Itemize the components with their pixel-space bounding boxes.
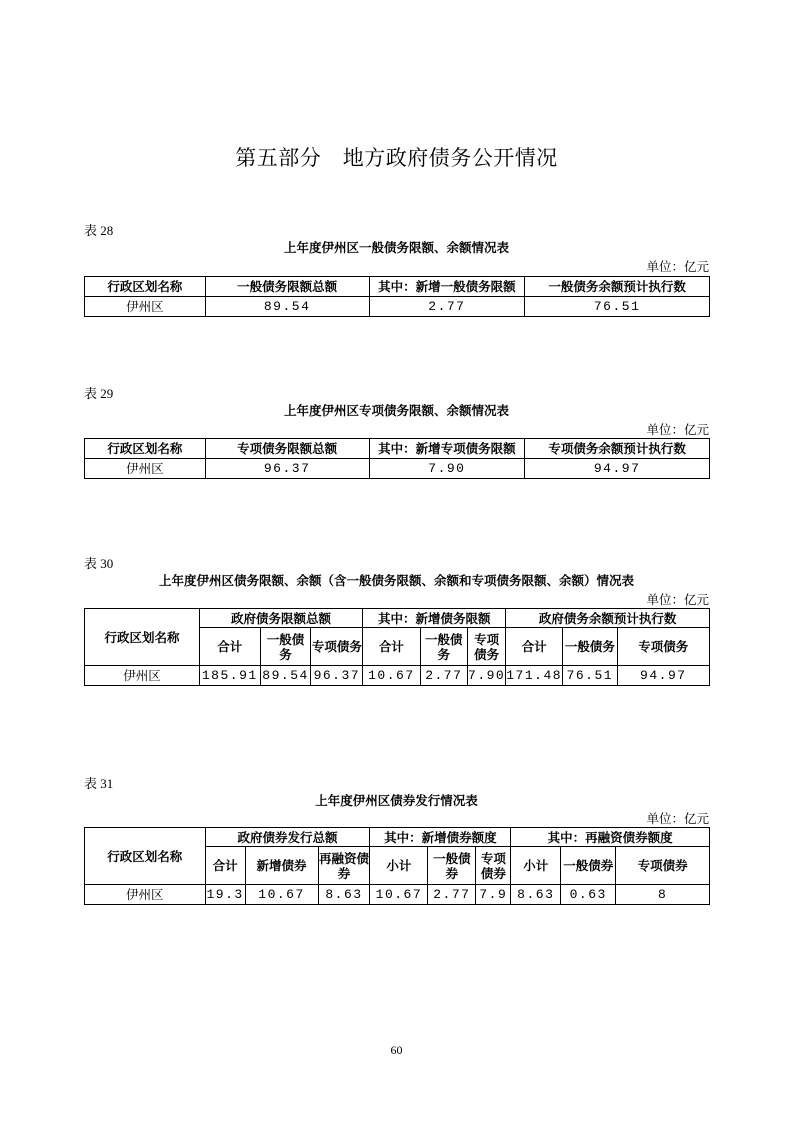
subheader-cell: 小计 xyxy=(370,847,428,885)
header-cell: 一般债务限额总额 xyxy=(205,277,369,297)
table-row xyxy=(85,885,710,905)
value-cell: 10.67 xyxy=(245,885,318,905)
subheader-cell: 合计 xyxy=(506,628,563,666)
subheader-cell: 合计 xyxy=(205,847,245,885)
subheader-cell: 专项债务 xyxy=(617,628,709,666)
table-29 xyxy=(84,438,710,479)
table-30-label: 表 30 xyxy=(84,556,114,571)
value-cell: 89.54 xyxy=(205,297,369,317)
subheader-cell: 一般债券 xyxy=(561,847,616,885)
table-row xyxy=(85,459,710,479)
header-cell: 专项债务限额总额 xyxy=(205,439,369,459)
header-cell: 其中：新增专项债务限额 xyxy=(369,439,525,459)
value-cell: 96.37 xyxy=(205,459,369,479)
header-cell: 一般债务余额预计执行数 xyxy=(525,277,710,297)
region-cell: 伊州区 xyxy=(85,297,206,317)
value-cell: 89.54 xyxy=(260,666,311,686)
table-row xyxy=(85,439,710,459)
header-cell: 行政区划名称 xyxy=(85,277,206,297)
table-28-label: 表 28 xyxy=(84,223,114,238)
subheader-cell: 合计 xyxy=(363,628,420,666)
table-row xyxy=(85,666,710,686)
page-number: 60 xyxy=(390,1043,403,1057)
group-header-cell: 政府债务限额总额 xyxy=(199,609,362,628)
value-cell: 94.97 xyxy=(525,459,710,479)
value-cell: 8.63 xyxy=(511,885,561,905)
subheader-cell: 合计 xyxy=(199,628,260,666)
table-30-unit: 单位：亿元 xyxy=(646,592,709,607)
region-cell: 伊州区 xyxy=(85,666,200,686)
page-heading: 第五部分 地方政府债务公开情况 xyxy=(235,146,558,170)
table-29-label: 表 29 xyxy=(84,386,114,401)
table-row xyxy=(85,828,710,847)
table-30 xyxy=(84,608,710,686)
value-cell: 7.90 xyxy=(468,666,506,686)
table-28-unit: 单位：亿元 xyxy=(646,259,709,274)
table-28-title: 上年度伊州区一般债务限额、余额情况表 xyxy=(283,240,509,255)
value-cell: 7.90 xyxy=(369,459,525,479)
group-header-cell: 其中：再融资债券额度 xyxy=(511,828,710,847)
value-cell: 185.91 xyxy=(199,666,260,686)
subheader-cell: 新增债券 xyxy=(245,847,318,885)
table-29-unit: 单位：亿元 xyxy=(646,422,709,437)
table-31-unit: 单位：亿元 xyxy=(646,811,709,826)
region-header-cell: 行政区划名称 xyxy=(85,828,206,885)
subheader-cell: 一般债务 xyxy=(420,628,467,666)
subheader-cell: 一般债务 xyxy=(260,628,311,666)
group-header-cell: 政府债务余额预计执行数 xyxy=(506,609,710,628)
subheader-cell: 一般债务 xyxy=(563,628,618,666)
value-cell: 8.63 xyxy=(318,885,370,905)
table-28 xyxy=(84,276,710,317)
region-cell: 伊州区 xyxy=(85,459,206,479)
group-header-cell: 其中：新增债务限额 xyxy=(363,609,506,628)
table-row xyxy=(85,297,710,317)
value-cell: 7.9 xyxy=(476,885,511,905)
value-cell: 171.48 xyxy=(506,666,563,686)
subheader-cell: 专项债务 xyxy=(311,628,363,666)
subheader-cell: 专项债券 xyxy=(616,847,710,885)
table-row xyxy=(85,609,710,628)
group-header-cell: 政府债券发行总额 xyxy=(205,828,370,847)
value-cell: 94.97 xyxy=(617,666,709,686)
header-cell: 行政区划名称 xyxy=(85,439,206,459)
table-31 xyxy=(84,827,710,905)
value-cell: 0.63 xyxy=(561,885,616,905)
table-row xyxy=(85,277,710,297)
header-cell: 其中：新增一般债务限额 xyxy=(369,277,525,297)
value-cell: 19.3 xyxy=(205,885,245,905)
region-header-cell: 行政区划名称 xyxy=(85,609,200,666)
header-cell: 专项债务余额预计执行数 xyxy=(525,439,710,459)
subheader-cell: 再融资债券 xyxy=(318,847,370,885)
subheader-cell: 小计 xyxy=(511,847,561,885)
group-header-cell: 其中：新增债券额度 xyxy=(370,828,511,847)
region-cell: 伊州区 xyxy=(85,885,206,905)
table-31-label: 表 31 xyxy=(84,776,114,791)
subheader-cell: 专项债务 xyxy=(468,628,506,666)
value-cell: 76.51 xyxy=(563,666,618,686)
value-cell: 2.77 xyxy=(369,297,525,317)
subheader-cell: 专项债券 xyxy=(476,847,511,885)
table-29-title: 上年度伊州区专项债务限额、余额情况表 xyxy=(283,403,509,418)
value-cell: 10.67 xyxy=(363,666,420,686)
value-cell: 2.77 xyxy=(420,666,467,686)
table-30-title: 上年度伊州区债务限额、余额（含一般债务限额、余额和专项债务限额、余额）情况表 xyxy=(158,573,634,588)
value-cell: 10.67 xyxy=(370,885,428,905)
value-cell: 76.51 xyxy=(525,297,710,317)
value-cell: 8 xyxy=(616,885,710,905)
table-31-title: 上年度伊州区债券发行情况表 xyxy=(315,793,478,808)
value-cell: 96.37 xyxy=(311,666,363,686)
subheader-cell: 一般债券 xyxy=(428,847,476,885)
value-cell: 2.77 xyxy=(428,885,476,905)
